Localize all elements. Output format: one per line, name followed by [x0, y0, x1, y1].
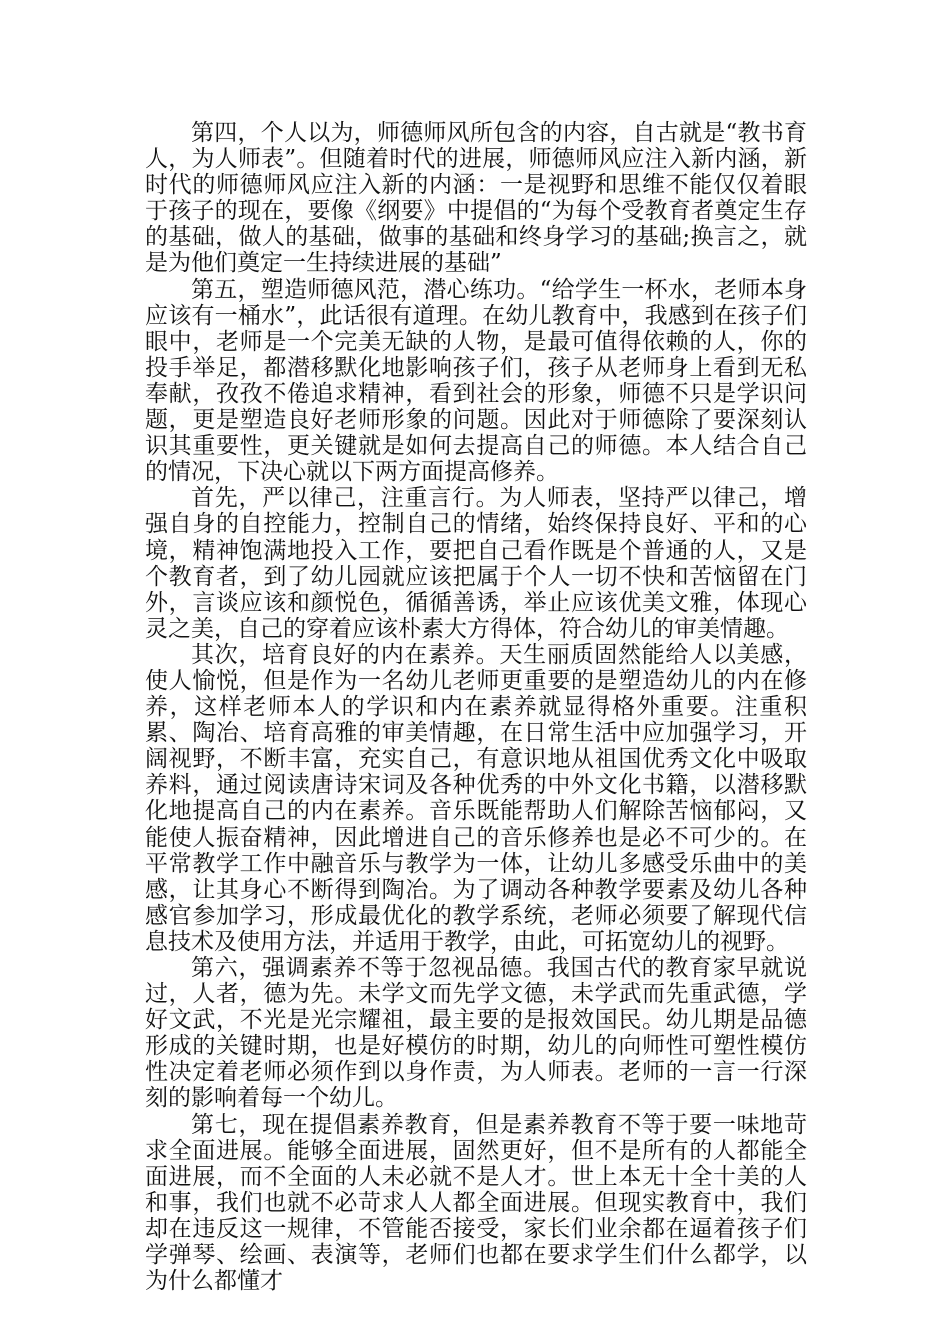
paragraph-5: 第五，塑造师德风范，潜心练功。“给学生一杯水，老师本身应该有一桶水”，此话很有道理。在幼儿教育中，我感到在孩子们眼中，老师是一个完美无缺的人物，是最可值得依赖的人，你的投手举足，都潜移默化地影响孩子们，孩子从老师身上看到无私奉献，孜孜不倦追求精神，看到社会的形象，师德不只是学识问题，更是塑造良好老师形象的问题。因此对于师德除了要深刻认识其重要性，更关键就是如何去提高自己的师德。本人结合自己的情况，下决心就以下两方面提高修养。 — [145, 276, 807, 486]
paragraph-7: 第七，现在提倡素养教育，但是素养教育不等于要一味地苛求全面进展。能够全面进展，固然更好，但不是所有的人都能全面进展，而不全面的人未必就不是人才。世上本无十全十美的人和事，我们也就不必苛求人人都全面进展。但现实教育中，我们却在违反这一规律，不管能否接受，家长们业余都在逼着孩子们学弹琴、绘画、表演等，老师们也都在要求学生们什么都学，以为什么都懂才 — [145, 1111, 807, 1295]
document-body — [145, 120, 807, 1294]
paragraph-4: 第四，个人以为，师德师风所包含的内容，自古就是“教书育人，为人师表”。但随着时代的进展，师德师风应注入新内涵，新时代的师德师风应注入新的内涵：一是视野和思维不能仅仅着眼于孩子的现在，要像《纲要》中提倡的“为每个受教育者奠定生存的基础，做人的基础，做事的基础和终身学习的基础;换言之，就是为他们奠定一生持续进展的基础” — [145, 120, 807, 277]
paragraph-first: 首先，严以律己，注重言行。为人师表，坚持严以律己，增强自身的自控能力，控制自己的情绪，始终保持良好、平和的心境，精神饱满地投入工作，要把自己看作既是个普通的人，又是个教育者，到了幼儿园就应该把属于个人一切不快和苦恼留在门外，言谈应该和颜悦色，循循善诱，举止应该优美文雅，体现心灵之美，自己的穿着应该朴素大方得体，符合幼儿的审美情趣。 — [145, 485, 807, 642]
paragraph-6: 第六，强调素养不等于忽视品德。我国古代的教育家早就说过，人者，德为先。未学文而先学文德，未学武而先重武德，学好文武，不光是光宗耀祖，最主要的是报效国民。幼儿期是品德形成的关键时期，也是好模仿的时期，幼儿的向师性可塑性模仿性决定着老师必须作到以身作责，为人师表。老师的一言一行深刻的影响着每一个幼儿。 — [145, 955, 807, 1112]
paragraph-second: 其次，培育良好的内在素养。天生丽质固然能给人以美感，使人愉悦，但是作为一名幼儿老师更重要的是塑造幼儿的内在修养，这样老师本人的学识和内在素养就显得格外重要。注重积累、陶冶、培育高雅的审美情趣，在日常生活中应加强学习，开阔视野，不断丰富，充实自己，有意识地从祖国优秀文化中吸取养料，通过阅读唐诗宋词及各种优秀的中外文化书籍，以潜移默化地提高自己的内在素养。音乐既能帮助人们解除苦恼郁闷，又能使人振奋精神，因此增进自己的音乐修养也是必不可少的。在平常教学工作中融音乐与教学为一体，让幼儿多感受乐曲中的美感，让其身心不断得到陶冶。为了调动各种教学要素及幼儿各种感官参加学习，形成最优化的教学系统，老师必须要了解现代信息技术及使用方法，并适用于教学，由此，可拓宽幼儿的视野。 — [145, 641, 807, 955]
